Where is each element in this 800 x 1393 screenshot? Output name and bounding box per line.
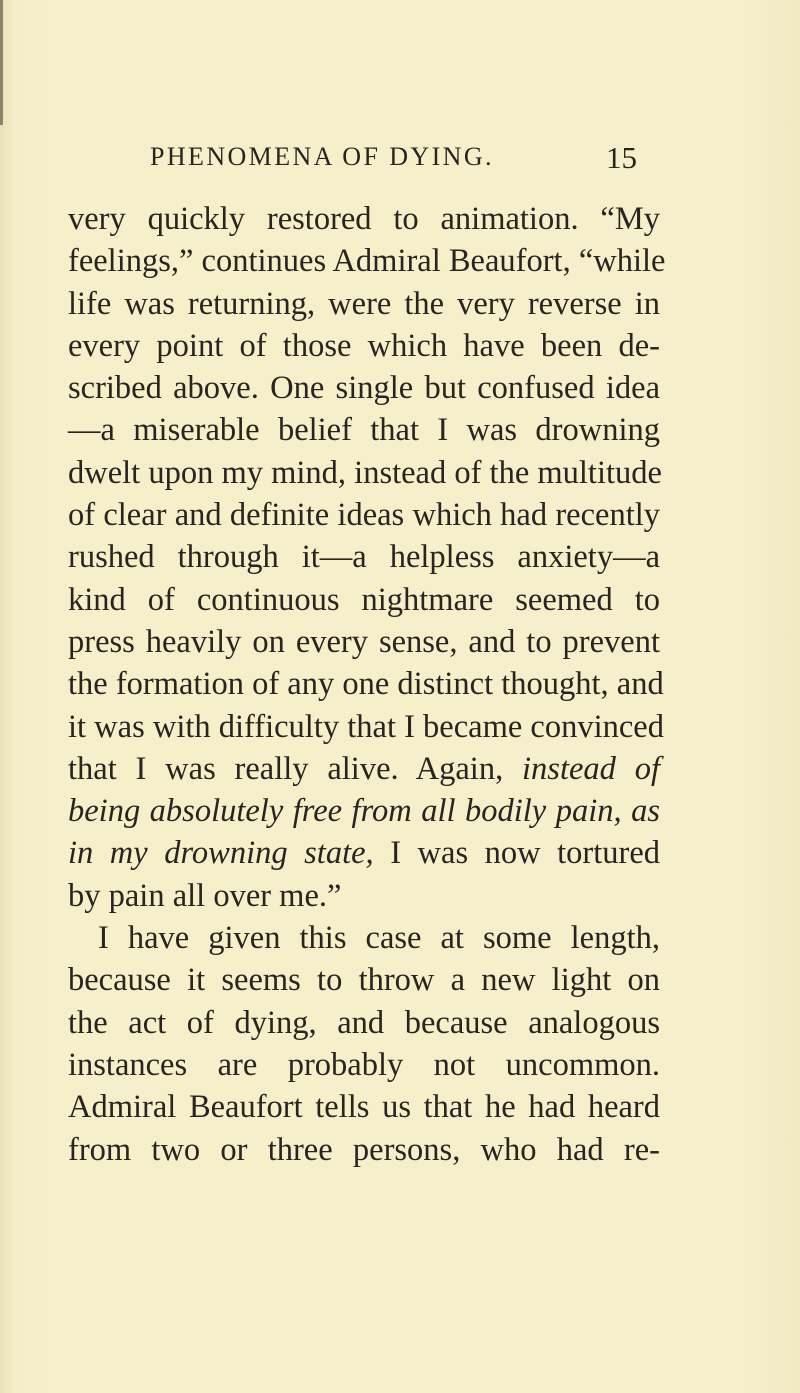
text-line: very quickly restored to animation. “My (68, 201, 660, 237)
text-line: every point of those which have been de- (68, 327, 660, 364)
paragraph-start-line: I have given this case at some length, (98, 920, 660, 957)
text-line: Admiral Beaufort tells us that he had heard (68, 1089, 660, 1126)
italic-segment: being absolutely free from all bodily pain, (68, 793, 622, 830)
text-line: —a miserable belief that I was drowning (68, 412, 660, 449)
text-line: rushed through it—a helpless anxiety—a (68, 539, 660, 576)
text-segment (622, 793, 631, 829)
text-line: it was with difficulty that I became convinced (68, 708, 664, 745)
text-line: scribed above. One single but confused idea (68, 370, 660, 407)
text-line: the formation of any one distinct thought, and (68, 666, 664, 703)
text-line: feelings,” continues Admiral Beaufort, “while (68, 243, 666, 280)
text-line: from two or three persons, who had re- (68, 1131, 660, 1168)
text-line-mixed (68, 748, 660, 790)
text-line: by pain all over me.” (68, 877, 342, 914)
italic-segment: instead of (522, 750, 660, 787)
text-line: press heavily on every sense, and to prevent (68, 623, 660, 660)
text-line-mixed (68, 832, 660, 874)
text-line-mixed (68, 790, 660, 832)
text-line: the act of dying, and because analogous (68, 1004, 660, 1041)
text-line: dwelt upon my mind, instead of the multitude (68, 454, 662, 491)
italic-segment: as (631, 793, 660, 830)
text-line: instances are probably not uncommon. (68, 1046, 660, 1083)
text-segment: that I was really alive. Again, (68, 750, 523, 787)
text-line: kind of continuous nightmare seemed to (68, 581, 660, 618)
text-segment: I was now tortured (373, 835, 660, 872)
running-head: PHENOMENA OF DYING. (150, 142, 494, 171)
page-gutter-edge (0, 0, 3, 125)
italic-segment: in my drowning state, (68, 835, 374, 872)
body-text (68, 198, 666, 1171)
text-line: because it seems to throw a new light on (68, 962, 660, 999)
page-number: 15 (606, 140, 637, 175)
text-line: life was returning, were the very reverse in (68, 285, 660, 322)
text-line: of clear and definite ideas which had recently (68, 497, 660, 534)
page-header (150, 142, 670, 182)
